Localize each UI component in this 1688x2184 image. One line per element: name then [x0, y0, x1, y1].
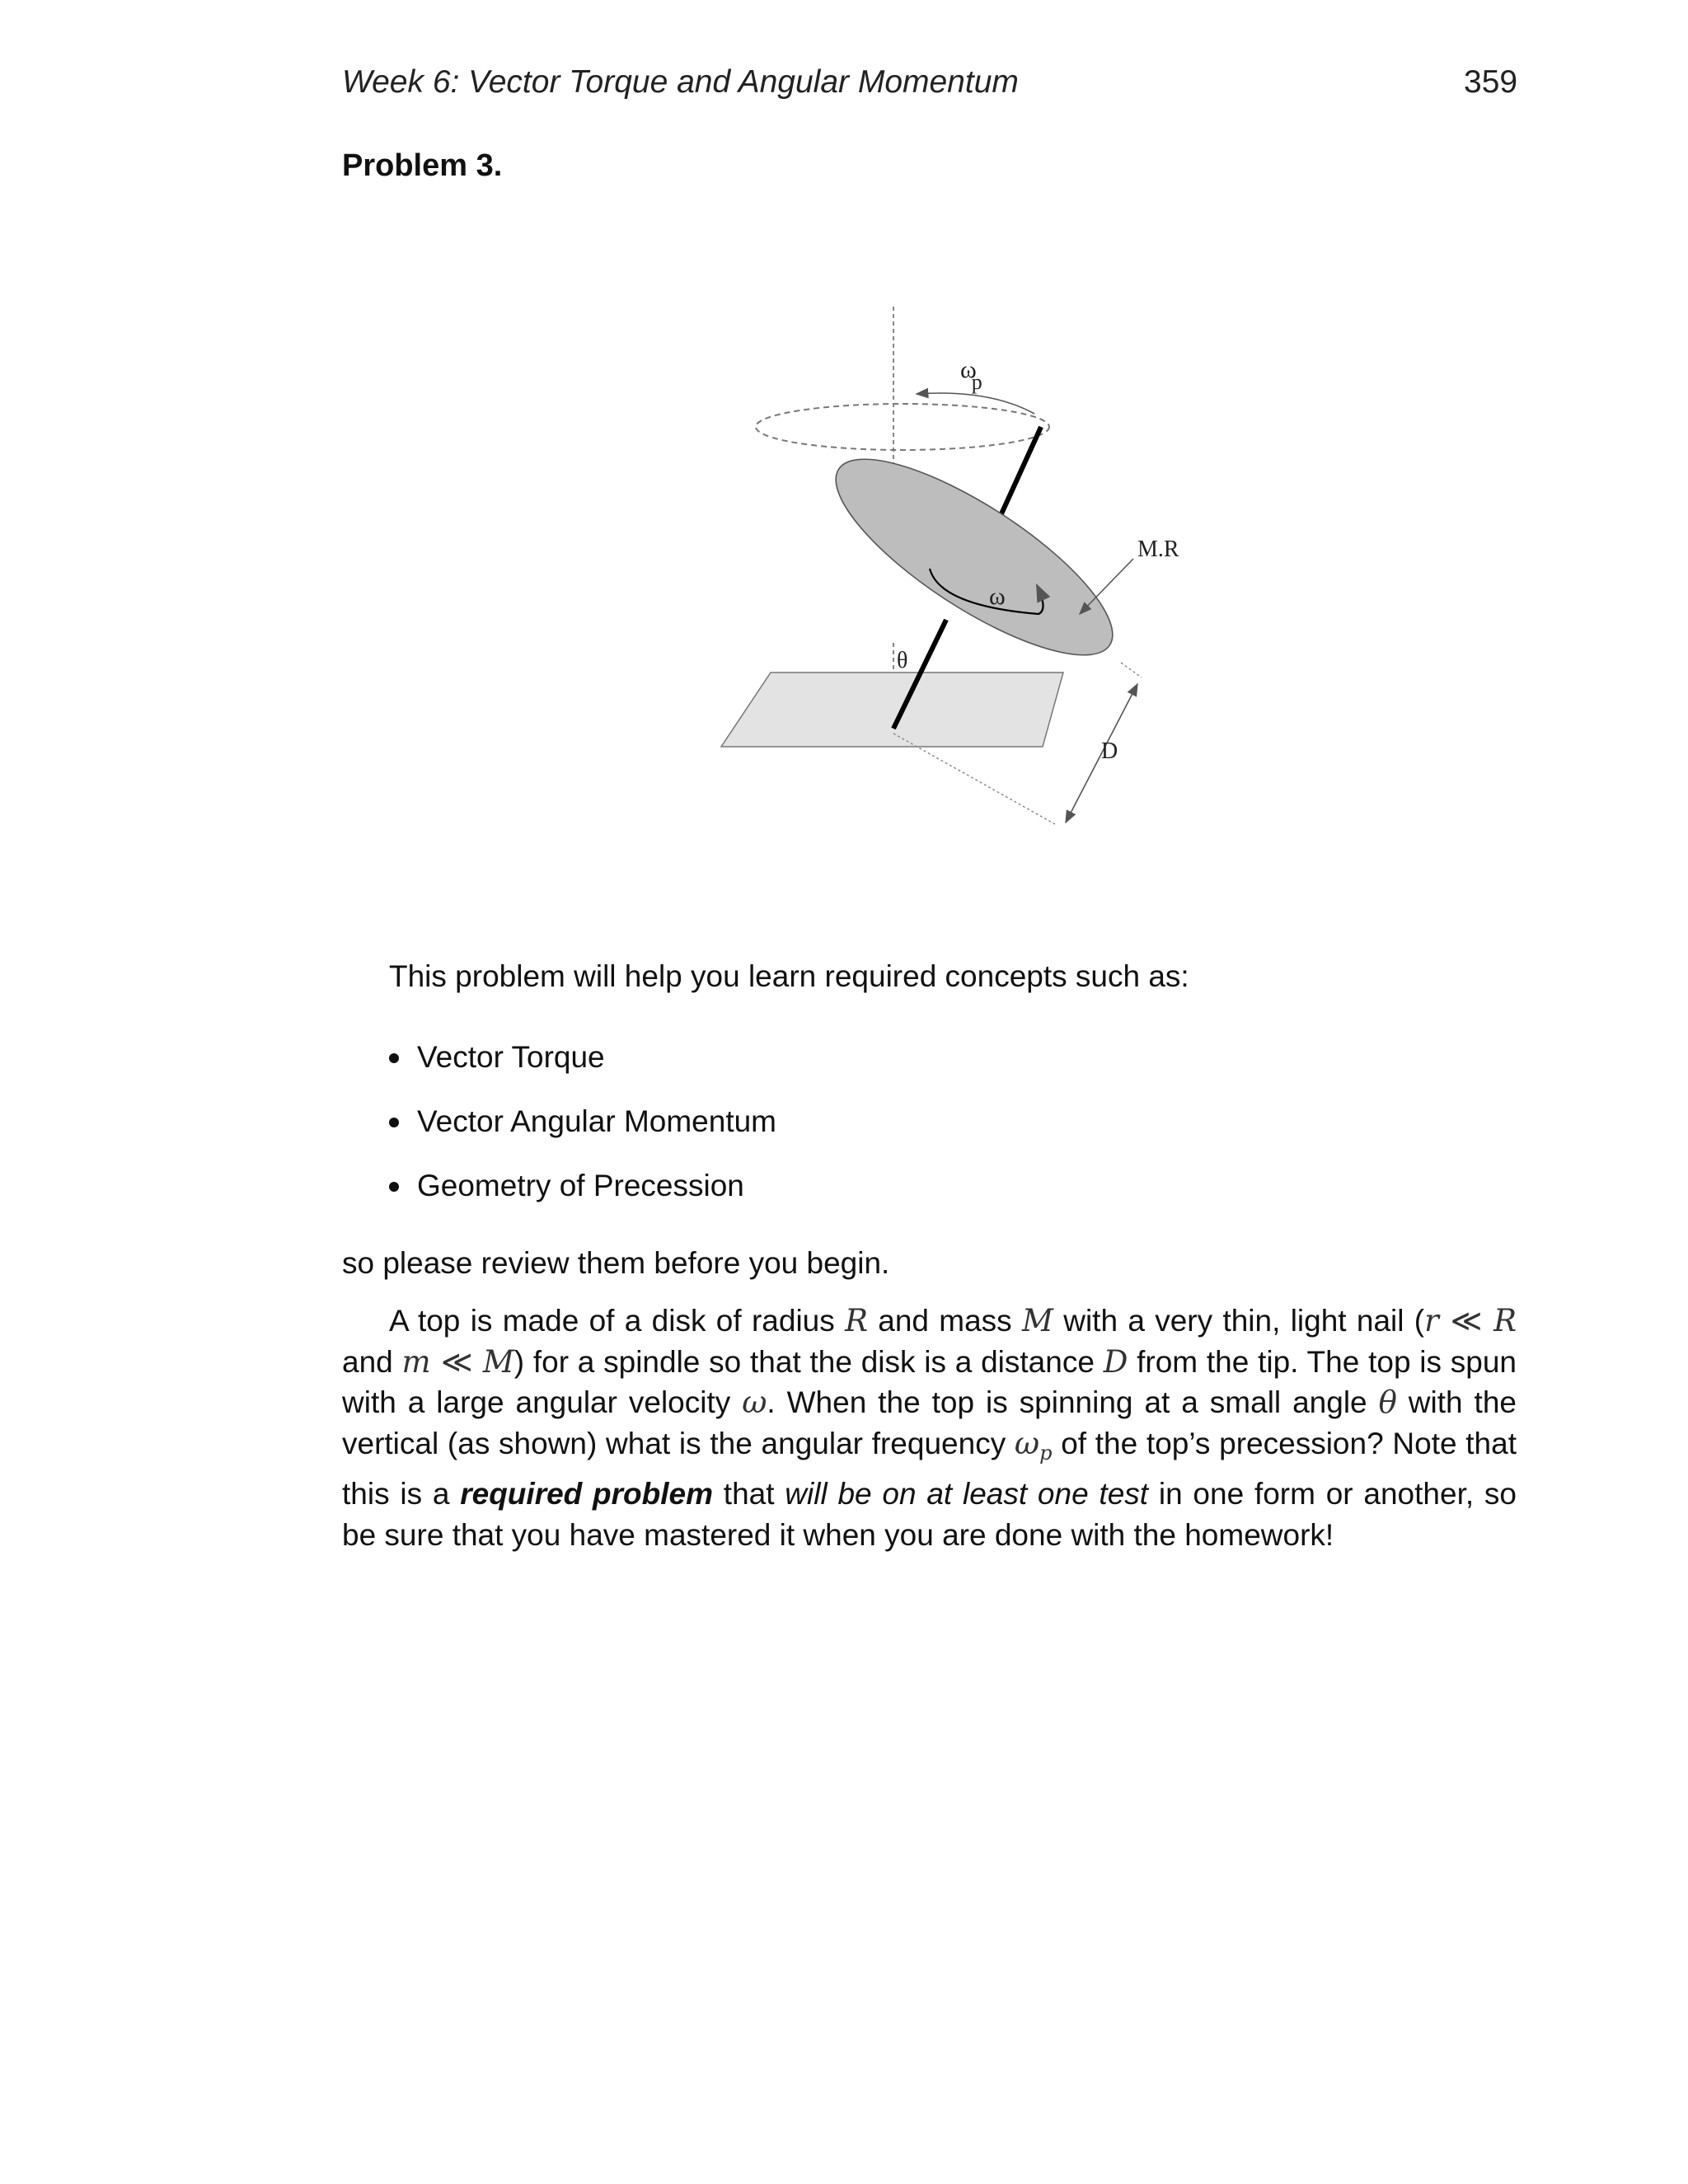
problem-heading: Problem 3.: [342, 148, 503, 183]
math-R: R: [1493, 1303, 1517, 1338]
problem-statement: A top is made of a disk of radius R and mass M with a very thin, light nail (r ≪ R and m ≪ M) for a spindle so that the disk is a distance D from the tip. The top is spun with a large angular velocity ω. When the top is spinning at a small angle θ with the vertical (as shown) what is the angular frequency $\omega_p$ of the top’s precession? Note that this is a required problem that will be on at least one test in one form or another, so be sure that you have mastered it when you are done with the homework!: [342, 1303, 1517, 1552]
list-item: Geometry of Precession: [389, 1167, 776, 1204]
precession-path: [756, 404, 1049, 450]
running-header-title: Week 6: Vector Torque and Angular Momentum: [342, 64, 1019, 100]
required-problem-emphasis: required problem: [460, 1477, 714, 1511]
page-number: 359: [1464, 64, 1518, 100]
review-text: so please review them before you begin.: [342, 1246, 890, 1280]
distance-guide-top: [1121, 663, 1142, 677]
distance-label: D: [1101, 738, 1118, 764]
math-M: M: [1022, 1303, 1053, 1338]
omega-p-arrow: [917, 393, 1034, 414]
math-R: R: [845, 1303, 868, 1338]
top-disk: [811, 426, 1137, 687]
list-item: Vector Torque: [389, 1038, 776, 1076]
math-omega: ω: [742, 1385, 767, 1420]
math-M: M: [482, 1343, 514, 1380]
spinning-top-diagram: [709, 297, 1220, 841]
omega-p-label: ωp: [960, 356, 982, 394]
list-item: Vector Angular Momentum: [389, 1103, 776, 1140]
math-theta: θ: [1378, 1385, 1397, 1420]
test-emphasis: will be on at least one test: [785, 1477, 1149, 1511]
math-r: r: [1424, 1303, 1439, 1338]
omega-label: ω: [989, 583, 1006, 610]
spinning-top-figure: [709, 297, 1220, 841]
intro-text: This problem will help you learn required concepts such as:: [389, 959, 1189, 993]
ground-plane: [721, 673, 1063, 747]
math-D: D: [1103, 1343, 1128, 1380]
mass-radius-label: M.R: [1137, 537, 1179, 562]
concept-list: [389, 1038, 776, 1231]
math-omega-p: ω: [1014, 1425, 1040, 1461]
theta-label: θ: [897, 648, 908, 673]
math-m: m: [401, 1343, 431, 1380]
